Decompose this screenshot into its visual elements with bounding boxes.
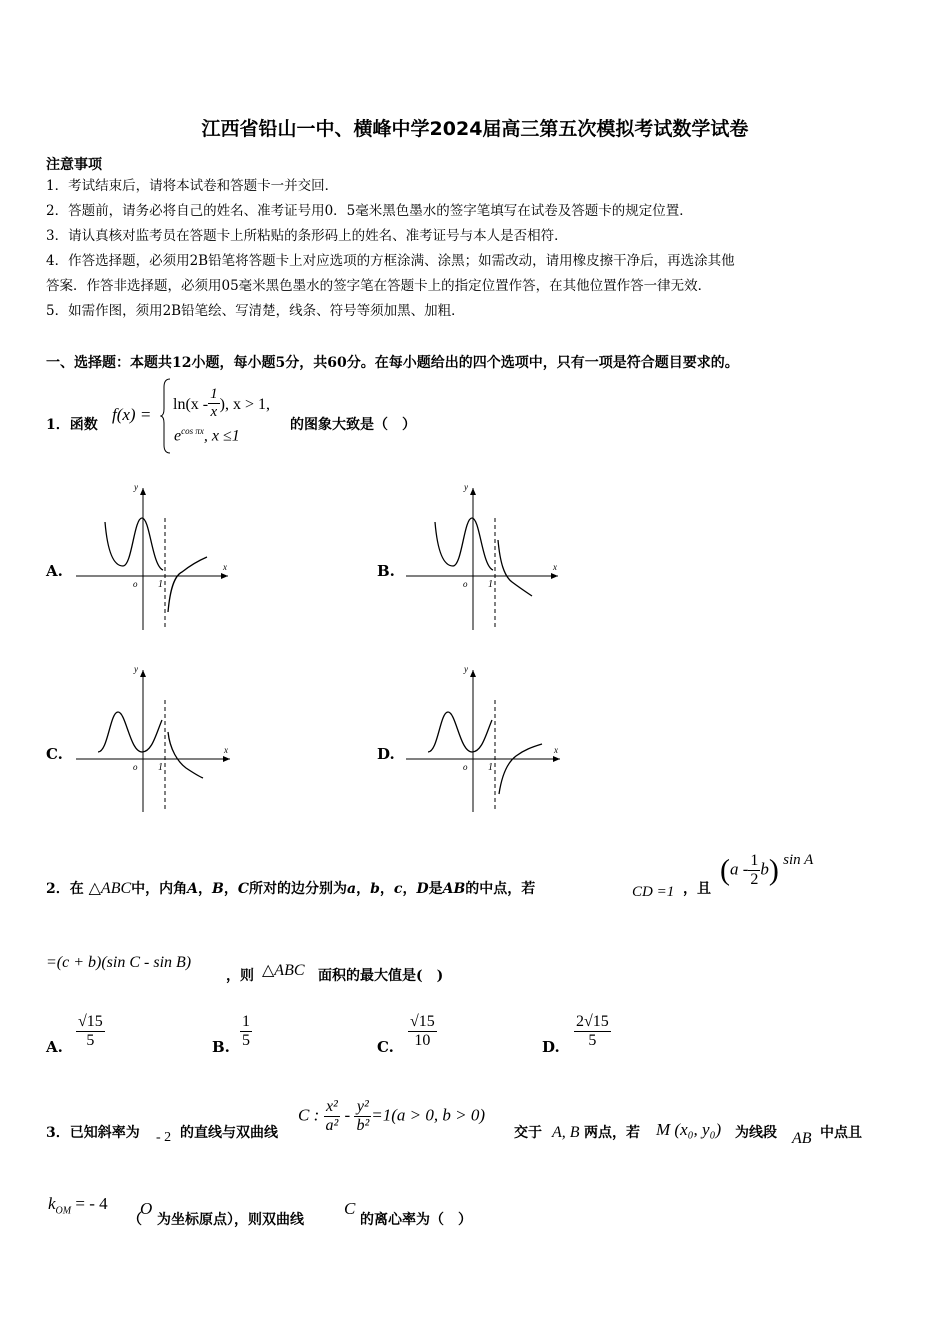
q2-option-c-num: √15 — [410, 1013, 435, 1030]
q1-prefix: 1．函数 — [46, 417, 98, 433]
q2-comma-5: ， — [402, 881, 417, 897]
curve-right — [168, 732, 203, 778]
q2-expr-den: 2 — [750, 871, 759, 888]
x-arrow-icon — [221, 573, 228, 579]
origin-label: o — [133, 762, 138, 772]
q1-graph-b[interactable] — [400, 480, 570, 635]
q2-option-d-label[interactable]: D. — [542, 1038, 560, 1056]
q2-expr: (a - $\frac{1}{2}$ b) sin A — [720, 852, 814, 888]
q2-text-5: ，且 — [683, 881, 711, 897]
q1-function-name: f(x) = — [112, 405, 152, 424]
x-arrow-icon — [551, 573, 558, 579]
origin-label: o — [463, 762, 468, 772]
q2-var-AB: AB — [442, 881, 466, 897]
y-label: y — [464, 482, 468, 492]
q2-line2-text-2: 面积的最大值是( ) — [318, 968, 444, 984]
q1-option-d-label[interactable]: D. — [377, 745, 395, 763]
q3-text-7: 为坐标原点），则双曲线 — [157, 1212, 304, 1228]
q2-var-A: A — [187, 881, 199, 897]
q2-line2-triangle: △ABC — [262, 962, 305, 979]
q1-option-a-label[interactable]: A. — [46, 562, 63, 580]
q1-brace — [160, 377, 172, 455]
q2-option-d-den: 5 — [588, 1032, 597, 1049]
y-label: y — [464, 664, 468, 674]
curve-right — [498, 540, 532, 596]
q2-option-b-label[interactable]: B. — [212, 1038, 230, 1056]
q1-option-b-label[interactable]: B. — [377, 562, 395, 580]
x-arrow-icon — [223, 756, 230, 762]
q3-eq: =1(a > 0, b > 0) — [371, 1105, 486, 1125]
q2-text-2: 所对的边分别为 — [249, 881, 348, 897]
q2-comma-3: ， — [356, 881, 371, 897]
q3-hyperbola — [298, 1098, 485, 1135]
q2-option-b-den: 5 — [242, 1032, 250, 1049]
x-arrow-icon — [553, 756, 560, 762]
q2-option-a-den: 5 — [86, 1032, 95, 1049]
q2-text-3: 是 — [428, 881, 443, 897]
q2-var-B: B — [212, 881, 224, 897]
q2-line-1 — [46, 878, 535, 898]
q1-case-1-num: 1 — [210, 386, 218, 402]
one-label: 1 — [158, 762, 163, 773]
q2-option-a-num: √15 — [78, 1013, 103, 1030]
q2-var-c: c — [393, 881, 403, 897]
q3-curve-c: C — [344, 1199, 356, 1218]
q1-case-1-left: ln(x - — [173, 396, 209, 414]
q2-triangle: △ABC — [88, 880, 132, 897]
q2-cd: CD =1 — [632, 884, 675, 900]
q1-case-2-exp: cos πx — [181, 426, 204, 436]
y-arrow-icon — [140, 488, 146, 495]
curve-left — [98, 712, 162, 752]
q1-case-2-base: e — [174, 427, 182, 445]
one-label: 1 — [158, 579, 163, 590]
q2-expr-num: 1 — [750, 852, 759, 869]
curve-right — [168, 557, 207, 612]
q3-x2: x² — [324, 1098, 341, 1117]
x-label: x — [224, 745, 228, 755]
q2-comma-1: ， — [198, 881, 213, 897]
q3-text-1: 的直线与双曲线 — [180, 1125, 278, 1141]
q2-option-c-value[interactable] — [408, 1013, 437, 1050]
q1-case-1-den: x — [210, 404, 218, 420]
q3-y2: y² — [354, 1098, 371, 1117]
q3-kom-k: k — [48, 1194, 56, 1213]
q3-slope: - 2 — [156, 1130, 172, 1145]
y-label: y — [134, 664, 138, 674]
q3-curve-name: C : — [298, 1105, 320, 1125]
q3-a2: a² — [325, 1117, 339, 1134]
q2-expr-a: a - — [730, 859, 749, 879]
q2-var-a: a — [347, 881, 357, 897]
q2-var-C: C — [237, 881, 250, 897]
y-label: y — [134, 482, 138, 492]
q3-text-2: 交于 — [514, 1125, 542, 1141]
q2-text-1: 中，内角 — [131, 881, 188, 897]
q2-line2-text-1: ，则 — [226, 968, 254, 984]
q1-case-1 — [173, 388, 270, 423]
origin-label: o — [463, 579, 468, 589]
q1-graph-a[interactable] — [70, 480, 240, 635]
notice-item-3: 3．请认真核对监考员在答题卡上所粘贴的条形码上的姓名、准考证号与本人是否相符． — [46, 228, 568, 244]
q3-b2: b² — [356, 1117, 370, 1134]
curve-left — [435, 518, 493, 570]
q1-option-c-label[interactable]: C. — [46, 745, 63, 763]
q2-option-b-value[interactable] — [240, 1013, 252, 1050]
q1-suffix: 的图象大致是（ ） — [290, 417, 416, 433]
q3-kom-sub: OM — [55, 1205, 72, 1217]
x-label: x — [554, 745, 558, 755]
q2-option-a-value[interactable] — [76, 1013, 105, 1050]
q2-text-4: 的中点，若 — [465, 881, 536, 897]
q2-option-b-num: 1 — [242, 1013, 250, 1030]
q3-segment: AB — [792, 1130, 812, 1147]
q1-graph-c[interactable] — [70, 664, 240, 819]
q2-option-a-label[interactable]: A. — [46, 1038, 63, 1056]
q3-prefix: 3．已知斜率为 — [46, 1125, 140, 1141]
q3-text-8: 的离心率为（ ） — [360, 1212, 472, 1228]
q3-text-5: 中点且 — [820, 1125, 862, 1141]
curve-right — [499, 744, 542, 794]
q2-expr-b: b — [760, 859, 769, 879]
q2-var-b: b — [370, 881, 380, 897]
one-label: 1 — [488, 579, 493, 590]
x-label: x — [223, 562, 227, 572]
notice-item-4-cont: 答案．作答非选择题，必须用05毫米黑色墨水的签字笔在答题卡上的指定位置作答，在其他位置作答一律无效． — [46, 278, 712, 294]
q2-var-D: D — [416, 881, 429, 897]
page-title: 江西省铅山一中、横峰中学2024届高三第五次模拟考试数学试卷 — [201, 118, 749, 140]
q3-origin: O — [140, 1199, 153, 1218]
q2-expr-sin: sin A — [783, 852, 814, 868]
one-label: 1 — [488, 762, 493, 773]
q2-option-d-value[interactable] — [574, 1013, 611, 1050]
q3-text-4: 为线段 — [735, 1125, 777, 1141]
notice-item-1: 1．考试结束后，请将本试卷和答题卡一并交回． — [46, 178, 339, 194]
origin-label: o — [133, 579, 138, 589]
q2-option-d-num: 2√15 — [576, 1013, 609, 1030]
q3-kom — [48, 1194, 108, 1216]
notice-heading: 注意事项 — [46, 157, 102, 173]
x-label: x — [553, 562, 557, 572]
q2-line2-expr: =(c + b)(sin C - sin B) — [46, 954, 192, 971]
y-arrow-icon — [470, 670, 476, 677]
q1-graph-d[interactable] — [400, 664, 570, 819]
q2-prefix: 2．在 — [46, 881, 84, 897]
q2-option-c-label[interactable]: C. — [377, 1038, 394, 1056]
section-heading: 一、选择题：本题共12小题，每小题5分，共60分。在每小题给出的四个选项中，只有一项是符合题目要求的。 — [46, 355, 739, 371]
q3-midpoint: M (x₀, y₀) — [656, 1120, 722, 1139]
notice-item-5: 5．如需作图，须用2B铅笔绘、写清楚，线条、符号等须加黑、加粗． — [46, 303, 465, 319]
curve-left — [105, 518, 163, 570]
q3-points: A, B — [552, 1124, 580, 1141]
q2-comma-2: ， — [223, 881, 238, 897]
notice-item-4: 4．作答选择题，必须用2B铅笔将答题卡上对应选项的方框涂满、涂黑；如需改动，请用橡皮擦干净后，再选涂其他 — [46, 253, 735, 269]
q3-kom-value: = - 4 — [75, 1194, 108, 1213]
q2-option-c-den: 10 — [414, 1032, 431, 1049]
q1-case-2 — [174, 426, 240, 445]
curve-left — [428, 712, 492, 752]
q1-case-2-cond: , x ≤1 — [203, 427, 240, 445]
q3-minus: - — [344, 1105, 351, 1125]
notice-item-2: 2．答题前，请务必将自己的姓名、准考证号用0．5毫米黑色墨水的签字笔填写在试卷及答题卡的规定位置． — [46, 203, 693, 219]
q3-text-6: （ — [128, 1212, 142, 1228]
y-arrow-icon — [470, 488, 476, 495]
y-arrow-icon — [140, 670, 146, 677]
q2-comma-4: ， — [379, 881, 394, 897]
q3-text-3: 两点，若 — [584, 1125, 640, 1141]
q1-case-1-right: ), x > 1, — [219, 396, 270, 414]
